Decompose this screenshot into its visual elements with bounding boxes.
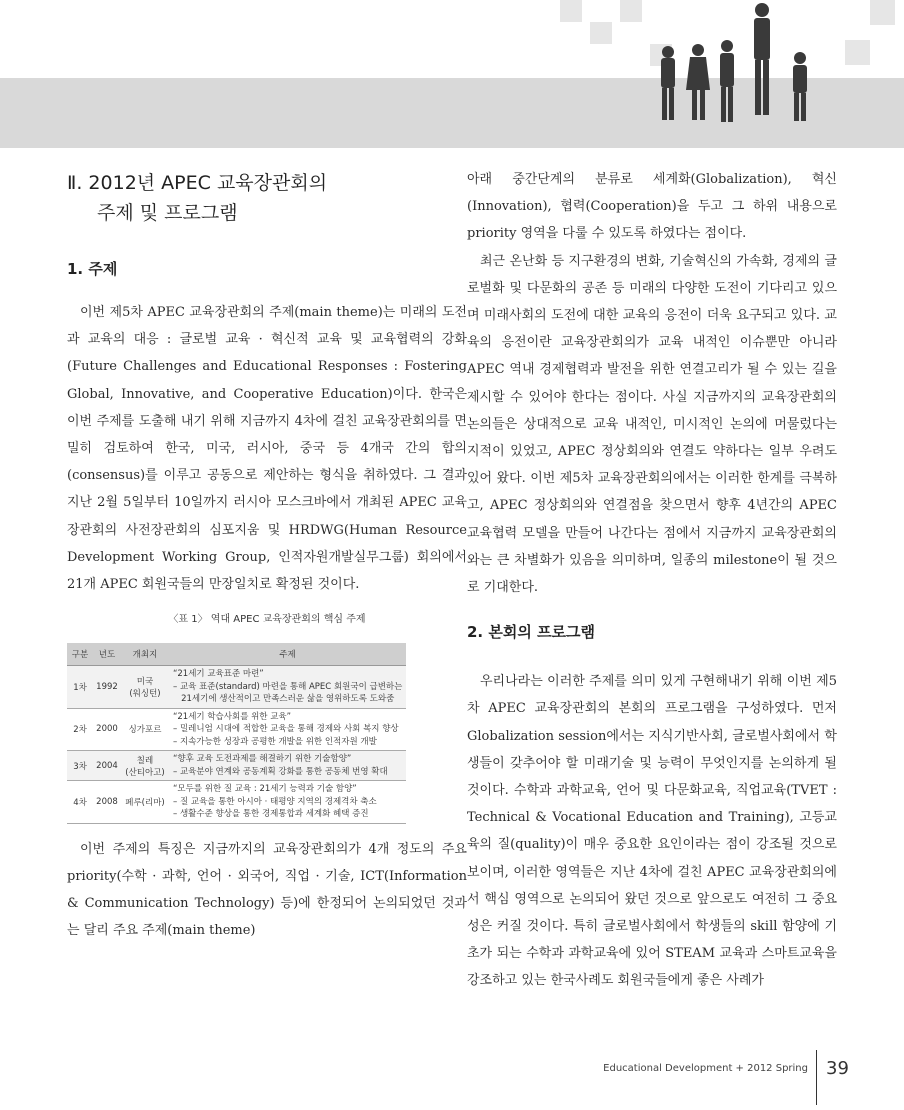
left-column [67, 168, 467, 945]
section-title [67, 168, 467, 228]
table-cell: 칠레 (산티아고) [121, 751, 169, 781]
themes-table [67, 643, 406, 824]
footer-text: Educational Development + 2012 Spring [603, 1063, 808, 1074]
paragraph: 이번 주제의 특징은 지금까지의 교육장관회의가 4개 정도의 주요 priority(수학 · 과학, 언어 · 외국어, 직업 · 기술, ICT(Information & Communication Technology) 등)에 한정되어 논의되었던 것과는 달리 주요 주제(main theme) [67, 841, 467, 939]
section-title-line1: Ⅱ. 2012년 APEC 교육장관회의 [67, 172, 328, 194]
topic-line: “향후 교육 도전과제를 해결하기 위한 기술함양” [173, 754, 352, 765]
subsection-heading-theme: 1. 주제 [67, 260, 118, 278]
topic-line: – 지속가능한 성장과 공평한 개발을 위한 인적자원 개발 [173, 736, 377, 747]
topic-line: – 교육 표준(standard) 마련을 통해 APEC 회원국이 급변하는 [173, 681, 403, 692]
topic-line: 21세기에 생산적이고 만족스러운 삶을 영위하도록 도와줌 [173, 694, 395, 705]
decor-square [870, 0, 895, 25]
page-number: 39 [826, 1058, 849, 1079]
table-cell: 1차 [67, 666, 93, 709]
table-cell: 2004 [93, 751, 121, 781]
business-people-illustration [650, 0, 840, 130]
paragraph: 아래 중간단계의 분류로 세계화(Globalization), 혁신(Innovation), 협력(Cooperation)을 두고 그 하위 내용으로 priority 영역을 다룰 수 있도록 하였다는 점이다. [467, 172, 837, 242]
topic-line: – 밀레니엄 시대에 적합한 교육을 통해 경제와 사회 복지 향상 [173, 724, 399, 735]
subsection-heading-program: 2. 본회의 프로그램 [467, 623, 596, 642]
section-title-line2: 주제 및 프로그램 [97, 202, 238, 224]
decor-square [560, 0, 582, 22]
table-cell-topic [169, 781, 406, 824]
table-cell-topic [169, 708, 406, 751]
footer-divider [816, 1050, 817, 1105]
paragraph: 이번 제5차 APEC 교육장관회의 주제(main theme)는 미래의 도전과 교육의 대응 : 글로벌 교육 · 혁신적 교육 및 교육협력의 강화(Future Challenges and Educational Responses : Fostering Global, Innovative, and Cooperative Education)이다. 한국은 이번 주제를 도출해 내기 위해 지금까지 4차에 걸친 교육장관회의를 면밀히 검토하여 한국, 미국, 러시아, 중국 등 4개국 간의 합의(consensus)를 이루고 공동으로 제안하는 형식을 취하였다. 그 결과 지난 2월 5일부터 10일까지 러시아 모스크바에서 개최된 APEC 교육장관회의 사전장관회의 심포지움 및 HRDWG(Human Resource Development Working Group, 인적자원개발실무그룹) 회의에서 21개 APEC 회원국들의 만장일치로 확정된 것이다. [67, 305, 467, 593]
table-cell: 4차 [67, 781, 93, 824]
table-header: 개최지 [121, 643, 169, 666]
table-header: 구분 [67, 643, 93, 666]
table-row [67, 751, 406, 781]
table-caption: 〈표 1〉 역대 APEC 교육장관회의 핵심 주제 [168, 614, 366, 626]
table-cell: 싱가포르 [121, 708, 169, 751]
topic-line: – 생활수준 향상을 통한 경제통합과 세계화 혜택 증진 [173, 809, 369, 820]
table-cell-topic [169, 666, 406, 709]
paragraph: 우리나라는 이러한 주제를 의미 있게 구현해내기 위해 이번 제5차 APEC 교육장관회의 본회의 프로그램을 구성하였다. 먼저 Globalization session에서는 지식기반사회, 글로벌사회에서 학생들이 갖추어야 할 미래기술 및 능력이 무엇인지를 논의하게 될 것이다. 수학과 과학교육, 언어 및 다문화교육, 직업교육(TVET : Technical & Vocational Education and Training), 고등교육의 질(quality)이 매우 중요한 요인이라는 점이 강조될 것으로 보이며, 이러한 영역들은 지난 4차에 걸친 APEC 교육장관회의에서 핵심 영역으로 논의되어 왔던 것으로 앞으로도 여전히 그 중요성은 커질 것이다. 특히 글로벌사회에서 학생들의 skill 함양에 기초가 되는 수학과 과학교육에 있어 STEAM 교육과 스마트교육을 강조하고 있는 한국사례도 회원국들에게 좋은 사례가 [467, 674, 837, 989]
topic-line: “21세기 학습사회를 위한 교육” [173, 711, 292, 722]
topic-line: “21세기 교육표준 마련” [173, 669, 264, 680]
paragraph: 최근 온난화 등 지구환경의 변화, 기술혁신의 가속화, 경제의 글로벌화 및 다문화의 공존 등 미래의 다양한 도전이 기다리고 있으며 미래사회의 도전에 대한 교육의 응전이 더욱 요구되고 있다. 교육의 응전이란 교육장관회의가 교육 내적인 이슈뿐만 아니라 APEC 역내 경제협력과 발전을 위한 연결고리가 될 수 있는 길을 제시할 수 있어야 한다는 점이다. 사실 지금까지의 교육장관회의 논의들은 상대적으로 교육 내적인, 미시적인 논의에 머물렀다는 지적이 있었고, APEC 정상회의와 연결도 약하다는 일부 우려도 있어 왔다. 이번 제5차 교육장관회의에서는 이러한 한계를 극복하고, APEC 정상회의와 연결점을 찾으면서 향후 4년간의 APEC 교육협력 모델을 만들어 나간다는 점에서 지금까지 교육장관회의와는 큰 차별화가 있음을 의미하며, 일종의 milestone이 될 것으로 기대한다. [467, 253, 837, 596]
topic-line: – 질 교육을 통한 아시아 · 태평양 지역의 경제격차 축소 [173, 796, 377, 807]
decor-square [590, 22, 612, 44]
table-cell: 2008 [93, 781, 121, 824]
table-cell: 3차 [67, 751, 93, 781]
table-cell: 2000 [93, 708, 121, 751]
decor-square [845, 40, 870, 65]
topic-line: “모두를 위한 질 교육 : 21세기 능력과 기술 함양” [173, 784, 357, 795]
table-cell: 2차 [67, 708, 93, 751]
table-header: 주제 [169, 643, 406, 666]
table-cell-topic [169, 751, 406, 781]
table-row [67, 666, 406, 709]
table-row [67, 781, 406, 824]
decor-square [620, 0, 642, 22]
table-cell: 미국 (워싱턴) [121, 666, 169, 709]
right-column [467, 168, 837, 995]
topic-line: – 교육분야 연계와 공동계획 강화를 통한 공동체 번영 확대 [173, 766, 388, 777]
table-cell: 1992 [93, 666, 121, 709]
table-row [67, 708, 406, 751]
table-cell: 페루(리마) [121, 781, 169, 824]
table-header: 년도 [93, 643, 121, 666]
